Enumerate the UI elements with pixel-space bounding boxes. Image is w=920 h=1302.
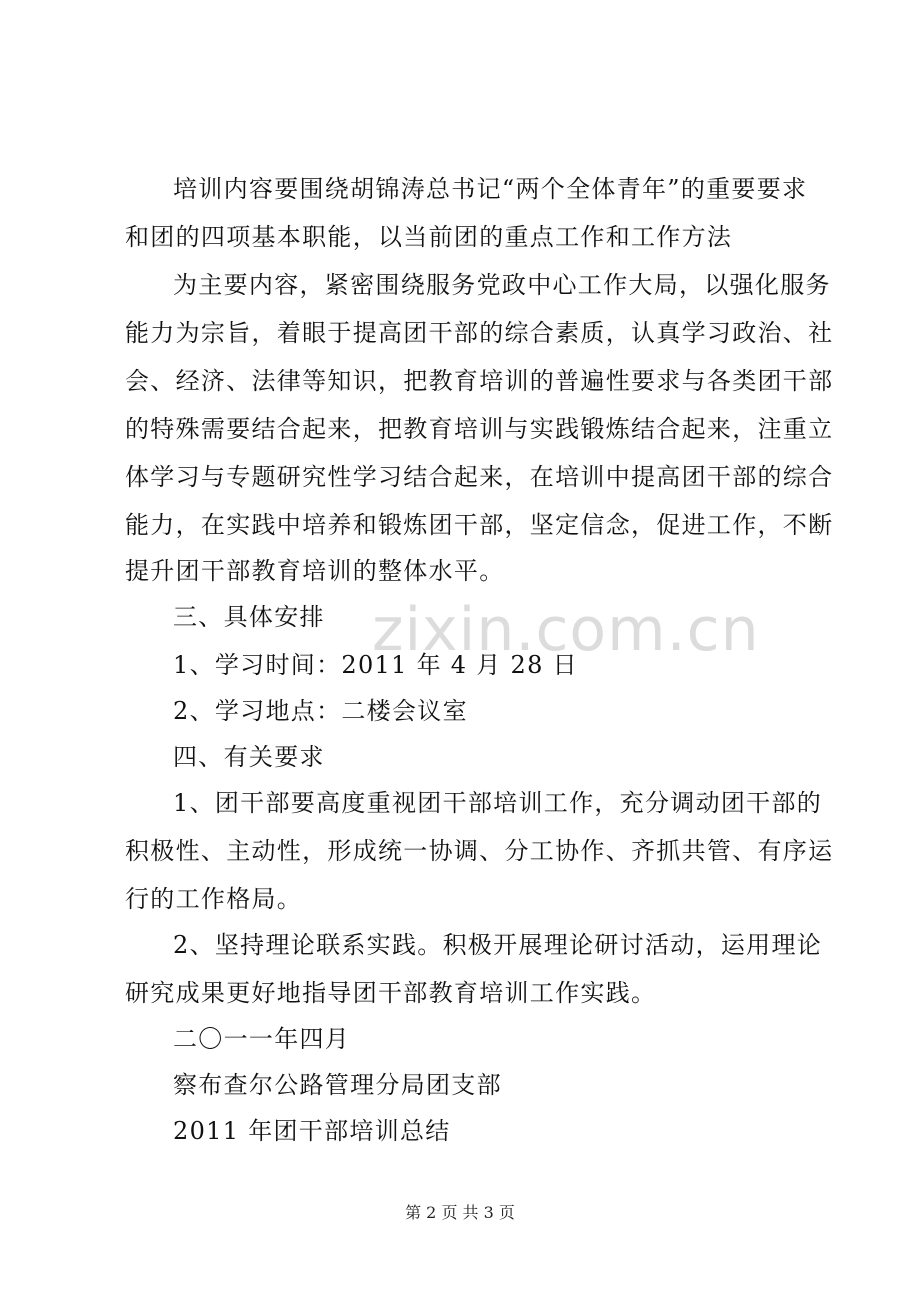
paragraph-line: 体学习与专题研究性学习结合起来，在培训中提高团干部的综合 (125, 463, 834, 491)
paragraph-line: 为主要内容，紧密围绕服务党政中心工作大局，以强化服务 (173, 271, 831, 299)
paragraph-line: 和团的四项基本职能，以当前团的重点工作和工作方法 (125, 223, 733, 251)
list-item: 1、学习时间：2011 年 4 月 28 日 (173, 651, 578, 679)
section-heading: 四、有关要求 (173, 743, 325, 771)
paragraph-line: 提升团干部教育培训的整体水平。 (125, 557, 505, 585)
paragraph-line: 能力为宗旨，着眼于提高团干部的综合素质，认真学习政治、社 (125, 319, 834, 347)
paragraph-line: 培训内容要围绕胡锦涛总书记“两个全体青年”的重要要求 (173, 175, 808, 203)
title-line: 2011 年团干部培训总结 (173, 1117, 451, 1145)
watermark: zixin.com.cn (372, 595, 760, 665)
paragraph-line: 能力，在实践中培养和锻炼团干部，坚定信念，促进工作，不断 (125, 511, 834, 539)
paragraph-line: 研究成果更好地指导团干部教育培训工作实践。 (125, 979, 657, 1007)
paragraph-line: 1、团干部要高度重视团干部培训工作，充分调动团干部的 (173, 789, 823, 817)
paragraph-line: 2、坚持理论联系实践。积极开展理论研讨活动，运用理论 (173, 931, 823, 959)
date-line: 二〇一一年四月 (173, 1025, 351, 1053)
paragraph-line: 积极性、主动性，形成统一协调、分工协作、齐抓共管、有序运 (125, 837, 834, 865)
paragraph-line: 行的工作格局。 (125, 885, 303, 913)
list-item: 2、学习地点：二楼会议室 (173, 697, 468, 725)
paragraph-line: 会、经济、法律等知识，把教育培训的普遍性要求与各类团干部 (125, 367, 834, 395)
page-footer: 第 2 页 共 3 页 (405, 1203, 515, 1222)
section-heading: 三、具体安排 (173, 603, 325, 631)
paragraph-line: 的特殊需要结合起来，把教育培训与实践锻炼结合起来，注重立 (125, 415, 834, 443)
organization-line: 察布查尔公路管理分局团支部 (173, 1071, 502, 1099)
